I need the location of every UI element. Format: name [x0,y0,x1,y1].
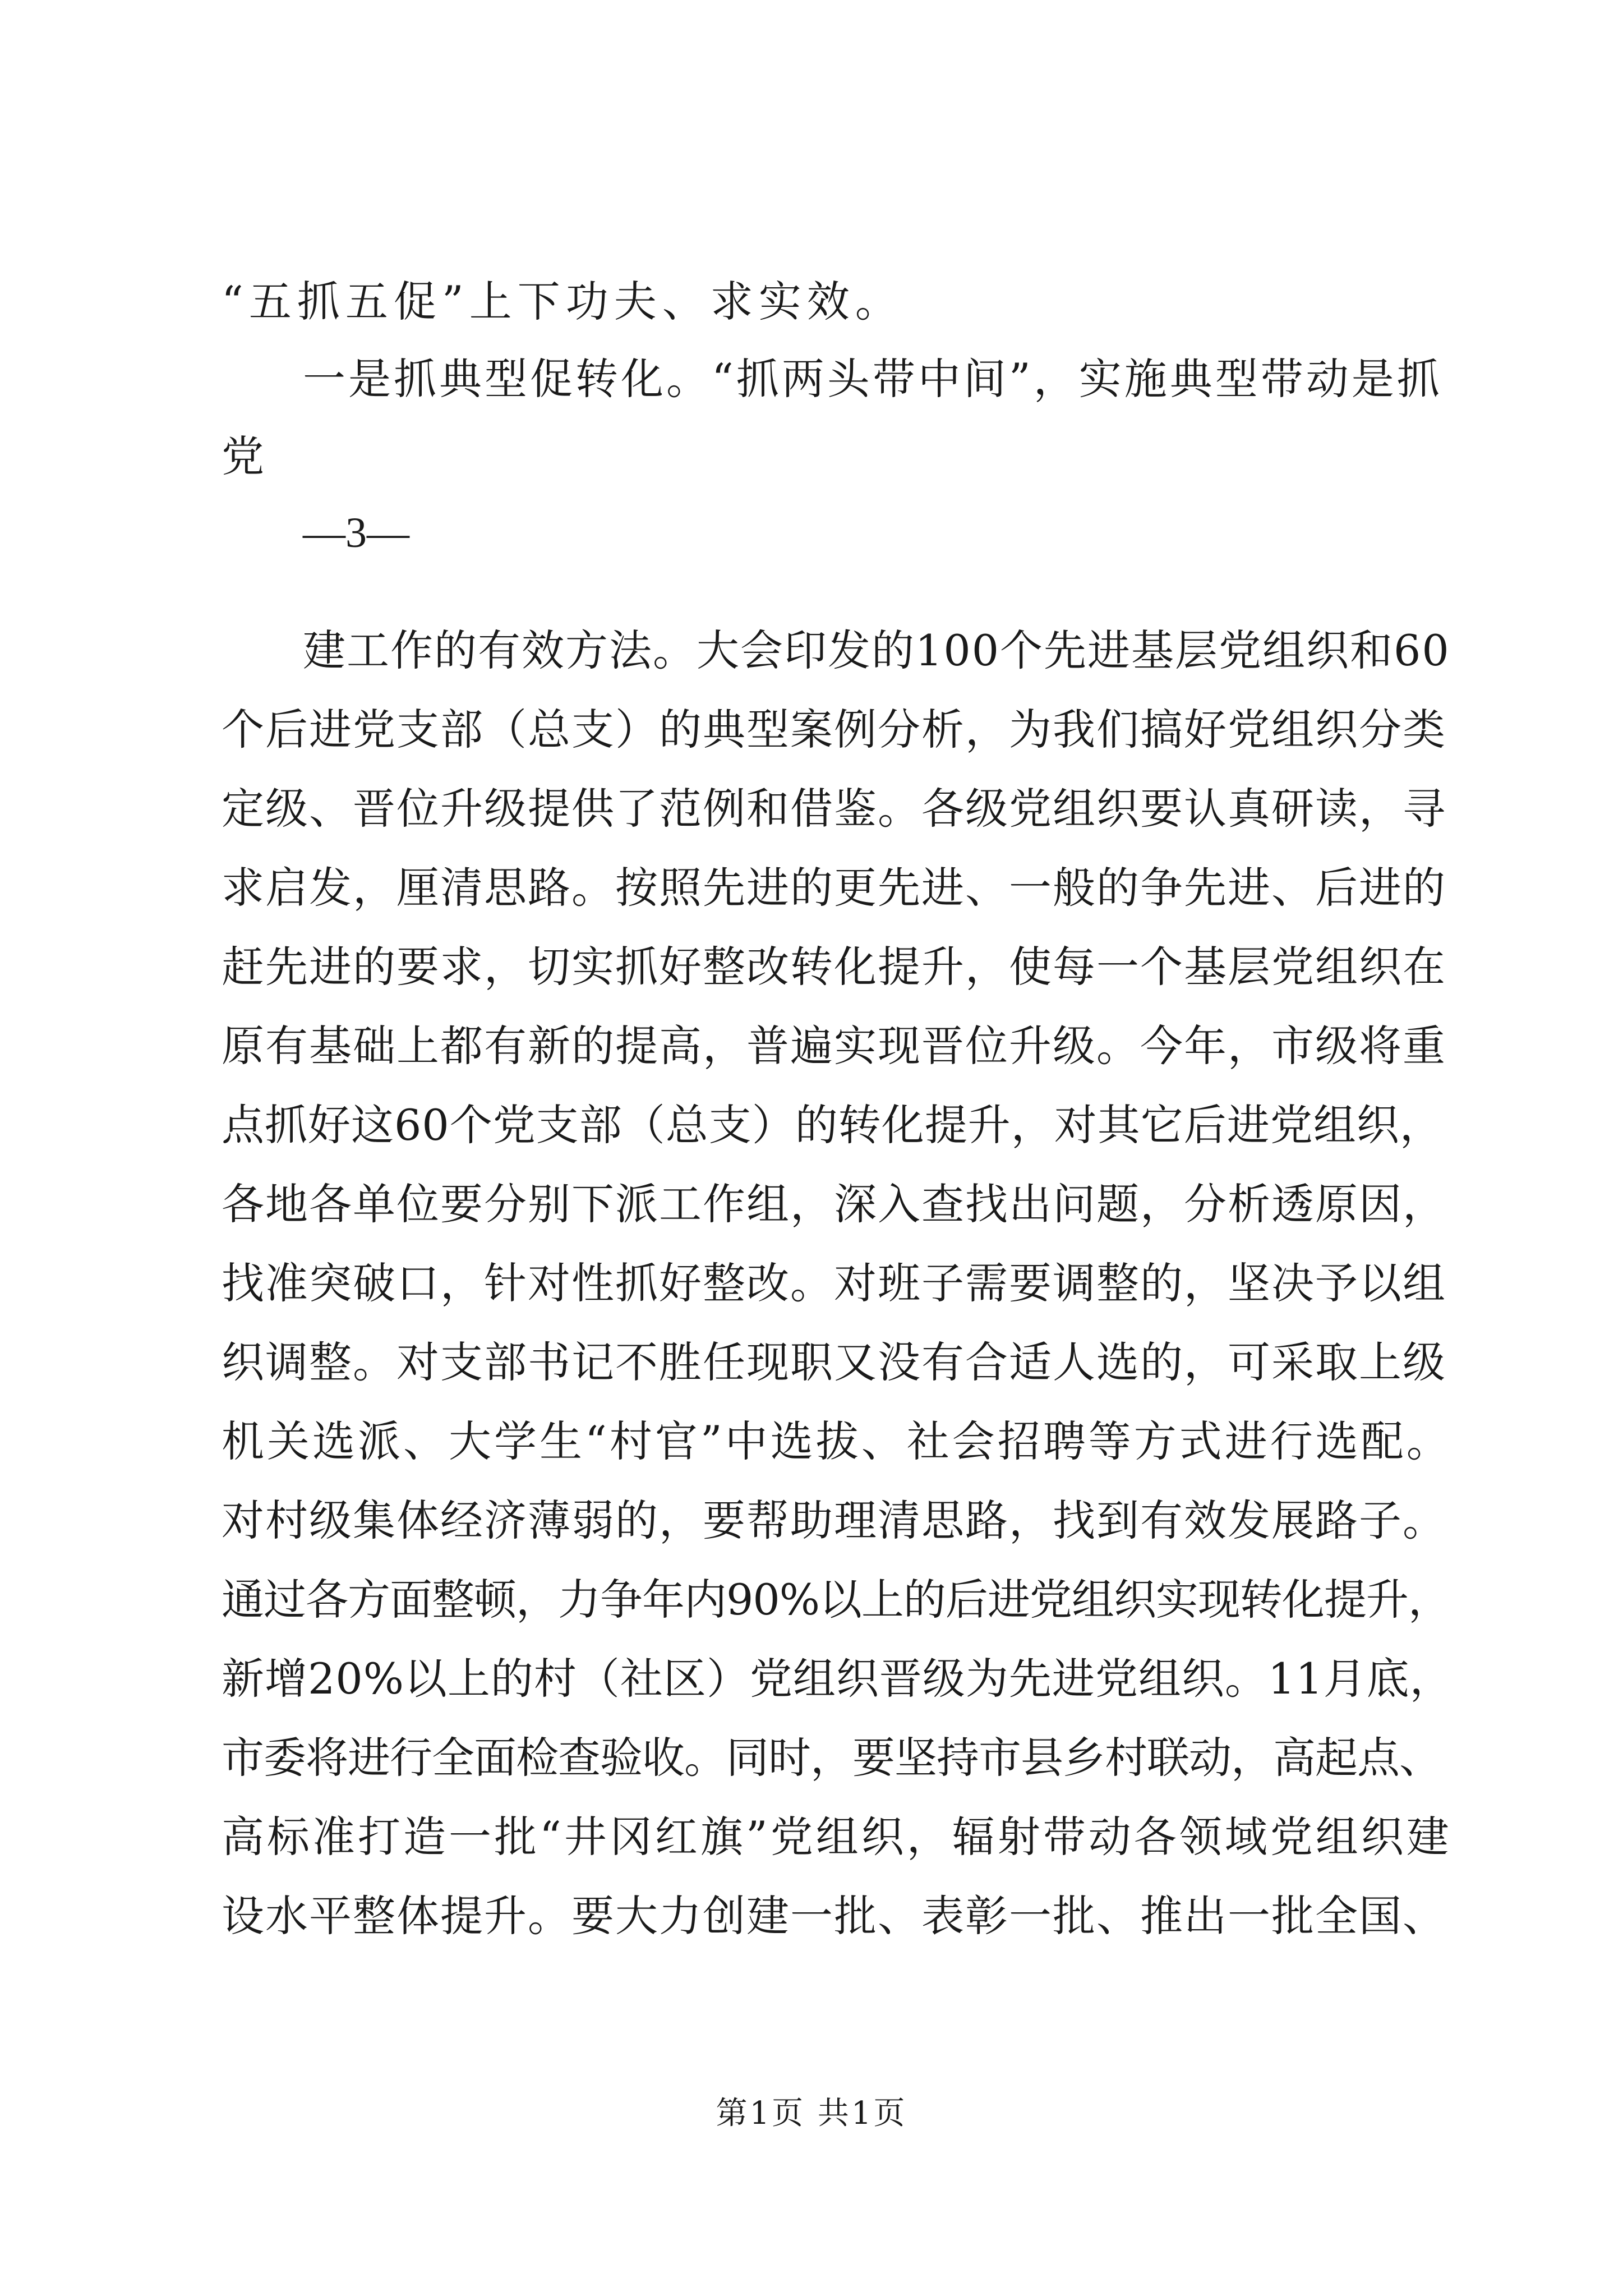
text-line: 党 [222,431,270,481]
page-footer: 第1页 共1页 [716,2095,907,2132]
text-line: 对村级集体经济薄弱的，要帮助理清思路，找到有效发展路子。 [222,1496,1446,1545]
text-line: 高标准打造一批“井冈红旗”党组织，辐射带动各领域党组织建 [222,1812,1452,1862]
text-line: 个后进党支部（总支）的典型案例分析，为我们搞好党组织分类 [222,705,1446,754]
text-line: 一是抓典型促转化。“抓两头带中间”，实施典型带动是抓 [303,354,1442,404]
text-line: 定级、晋位升级提供了范例和借鉴。各级党组织要认真研读，寻 [222,784,1446,834]
text-line: 原有基础上都有新的提高，普遍实现晋位升级。今年，市级将重 [222,1021,1446,1071]
text-line: 设水平整体提升。要大力创建一批、表彰一批、推出一批全国、 [222,1891,1446,1941]
text-line: 新增20%以上的村（社区）党组织晋级为先进党组织。11月底， [222,1654,1453,1704]
text-line: 各地各单位要分别下派工作组，深入查找出问题，分析透原因， [222,1179,1446,1229]
text-line: 求启发，厘清思路。按照先进的更先进、一般的争先进、后进的 [222,863,1446,913]
text-line: 通过各方面整顿，力争年内90%以上的后进党组织实现转化提升， [222,1575,1450,1625]
text-line: 机关选派、大学生“村官”中选拔、社会招聘等方式进行选配。 [222,1416,1452,1466]
text-line: 找准突破口，针对性抓好整改。对班子需要调整的，坚决予以组 [222,1258,1446,1308]
text-line: 赶先进的要求，切实抓好整改转化提升，使每一个基层党组织在 [222,942,1446,992]
text-line: 织调整。对支部书记不胜任现职又没有合适人选的，可采取上级 [222,1337,1446,1387]
text-line: 建工作的有效方法。大会印发的100个先进基层党组织和60 [303,625,1450,675]
text-line: “五抓五促”上下功夫、求实效。 [222,277,903,326]
text-line: 点抓好这60个党支部（总支）的转化提升，对其它后进党组织， [222,1100,1443,1150]
text-line: 市委将进行全面检查验收。同时，要坚持市县乡村联动，高起点、 [222,1733,1441,1783]
inline-page-number: —3— [303,509,409,556]
